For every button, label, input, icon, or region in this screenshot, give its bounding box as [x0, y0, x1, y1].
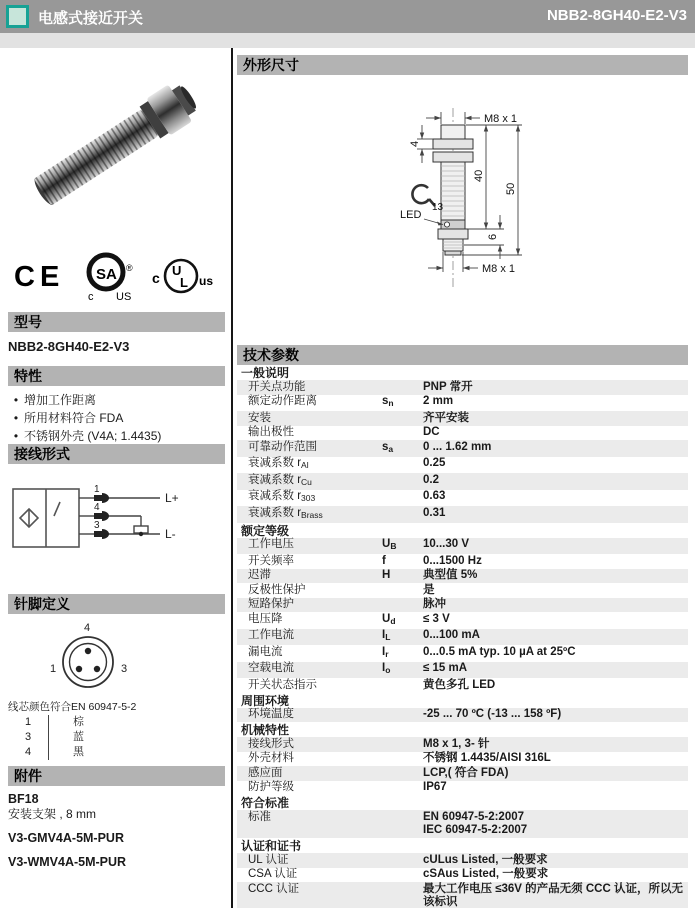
- spec-symbol: [382, 738, 423, 752]
- spec-row: [237, 766, 688, 781]
- spec-label-subscript: Al: [301, 460, 309, 470]
- spec-value: 是: [423, 583, 435, 596]
- spec-row: [237, 473, 688, 490]
- spec-symbol: [382, 598, 423, 612]
- spec-row: [237, 538, 688, 555]
- spec-row: [237, 612, 688, 629]
- spec-symbol-subscript: o: [385, 665, 391, 675]
- spec-value: 10...30 V: [423, 538, 470, 550]
- spec-value: 2 mm: [423, 395, 454, 407]
- spec-label: 接线形式: [248, 737, 294, 750]
- spec-label: 电压降: [248, 612, 283, 625]
- spec-value: -25 ... 70 ºC (-13 ... 158 ºF): [423, 708, 562, 720]
- spec-row: [237, 457, 688, 474]
- spec-label: 空载电流: [248, 662, 294, 674]
- spec-symbol-subscript: L: [385, 632, 391, 642]
- spec-symbol: [382, 490, 423, 506]
- header-bar: [0, 0, 695, 33]
- bullet-glyph: •: [13, 429, 19, 443]
- model-number: NBB2-8GH40-E2-V3: [8, 339, 130, 354]
- spec-label: 衰减系数 $r_{303}$: [248, 490, 316, 503]
- wire-table-row: [8, 730, 168, 745]
- bullet-glyph: •: [13, 393, 19, 407]
- spec-row: [237, 380, 688, 395]
- ul-l-text: L: [180, 275, 188, 290]
- page-title: 电感式接近开关: [38, 10, 144, 27]
- accessory-name: V3-WMV4A-5M-PUR: [8, 855, 127, 869]
- spec-label: 环境温度: [248, 708, 294, 720]
- feature-list: [8, 391, 225, 445]
- spec-symbol: $U_B$: [382, 538, 397, 551]
- spec-value: 0...1500 Hz: [423, 554, 482, 567]
- section-heading-specs: 技术参数: [237, 345, 688, 365]
- feature-text: 增加工作距离: [24, 393, 97, 407]
- feature-text: 不锈钢外壳 (V4A; 1.4435): [24, 429, 162, 443]
- wrench-size-label: 13: [432, 202, 444, 213]
- wire-color-name: 棕: [48, 715, 168, 730]
- ce-text: CE: [14, 261, 65, 293]
- dim-total-label: 50: [505, 182, 517, 195]
- feature-text: 所用材料符合 FDA: [24, 411, 124, 425]
- spec-symbol: $s_a$: [382, 440, 394, 454]
- spec-row: [237, 440, 688, 457]
- spec-row: [237, 752, 688, 767]
- spec-label: UL 认证: [248, 853, 289, 866]
- spec-label: 反极性保护: [248, 583, 306, 596]
- spec-symbol: $I_o$: [382, 662, 391, 675]
- section-heading-dimensions: 外形尺寸: [237, 55, 688, 75]
- spec-row: [237, 569, 688, 584]
- spec-row: [237, 629, 688, 646]
- spec-symbol: [382, 767, 423, 781]
- spec-value: 0.25: [423, 457, 446, 469]
- spec-symbol: [382, 584, 423, 598]
- spec-row: [237, 853, 688, 868]
- dim-connector-label: 6: [487, 233, 499, 240]
- product-photo: [18, 54, 213, 239]
- ul-c-text: c: [152, 270, 160, 286]
- certification-logos: [8, 248, 225, 304]
- spec-label: 额定动作距离: [248, 395, 317, 407]
- spec-label: 开关状态指示: [248, 678, 317, 691]
- wiring-diagram: [8, 482, 203, 572]
- spec-symbol: [382, 854, 423, 868]
- spec-label-subscript: Brass: [301, 509, 323, 520]
- spec-symbol: [382, 708, 423, 722]
- spec-value: M8 x 1, 3- 针: [423, 737, 490, 750]
- spec-label: 衰减系数 $r_{Al}$: [248, 457, 309, 470]
- led-label: LED: [400, 209, 422, 221]
- spec-value: 最大工作电压 ≤36V 的产品无须 CCC 认证，所以无该标识: [423, 882, 683, 908]
- spec-row: [237, 662, 688, 679]
- spec-value: ≤ 3 V: [423, 612, 450, 625]
- ul-u-text: U: [172, 263, 182, 278]
- spec-symbol: [382, 679, 423, 693]
- spec-label: 感应面: [248, 766, 283, 779]
- spec-row: [237, 645, 688, 662]
- spec-symbol: H: [382, 569, 391, 581]
- spec-section-title: 机械特性: [237, 722, 688, 737]
- spec-symbol: [382, 811, 423, 838]
- spec-value: 不锈钢 1.4435/AISI 316L: [423, 752, 551, 764]
- spec-label: 迟滞: [248, 569, 271, 581]
- spec-symbol-subscript: B: [390, 541, 397, 551]
- spec-value: 0.2: [423, 473, 439, 486]
- section-heading-features: 特性: [8, 366, 225, 386]
- spec-value: cULus Listed, 一般要求: [423, 853, 548, 866]
- spec-value: 0...100 mA: [423, 629, 480, 641]
- ce-mark-logo: [14, 256, 66, 296]
- spec-value: IP67: [423, 781, 447, 793]
- spec-symbol: [382, 883, 423, 908]
- wire-table-row: [8, 715, 168, 730]
- accessory-item: [8, 792, 225, 822]
- dim-thread-bottom-label: M8 x 1: [482, 263, 516, 275]
- spec-label: 外壳材料: [248, 752, 294, 764]
- header-model-number: NBB2-8GH40-E2-V3: [546, 7, 687, 24]
- spec-row: [237, 411, 688, 426]
- spec-label-subscript: Cu: [301, 476, 312, 487]
- spec-label: 安装: [248, 411, 271, 424]
- spec-symbol: [382, 381, 423, 395]
- wiring-pin3-label: 3: [94, 520, 100, 531]
- bullet-glyph: •: [13, 411, 19, 425]
- spec-label: 衰减系数 $r_{Cu}$: [248, 473, 312, 487]
- spec-value: 典型值 5%: [423, 569, 478, 581]
- spec-row: [237, 426, 688, 441]
- feature-item: [8, 409, 225, 427]
- dim-nut-label: 4: [409, 140, 421, 147]
- spec-label: 工作电压: [248, 538, 294, 550]
- wire-color-table: [8, 715, 168, 760]
- spec-label: 输出极性: [248, 426, 294, 438]
- csa-registered-mark: ®: [125, 263, 133, 273]
- spec-value: PNP 常开: [423, 380, 473, 393]
- wiring-lminus-label: L-: [165, 527, 176, 541]
- accessory-list: [8, 792, 225, 879]
- spec-value: 0.63: [423, 490, 446, 502]
- spec-symbol: [382, 474, 423, 490]
- spec-row: [237, 554, 688, 569]
- spec-symbol-subscript: d: [390, 615, 396, 626]
- spec-value: LCP,( 符合 FDA): [423, 766, 509, 779]
- spec-label-subscript: 303: [301, 493, 316, 503]
- spec-section-title: 一般说明: [237, 365, 688, 380]
- wiring-lplus-label: L+: [165, 491, 179, 505]
- spec-row: [237, 737, 688, 752]
- wire-color-name: 黑: [48, 745, 168, 760]
- spec-row: [237, 583, 688, 598]
- spec-row: [237, 708, 688, 723]
- led-indicator-dot: [444, 222, 449, 227]
- wiring-pin1-label: 1: [94, 484, 100, 495]
- spec-value: cSAus Listed, 一般要求: [423, 868, 549, 880]
- wire-pin-number: 3: [24, 731, 32, 743]
- spec-label: 可靠动作范围: [248, 440, 317, 453]
- spec-section-title: 符合标准: [237, 795, 688, 810]
- spec-value: 齐平安装: [423, 411, 469, 424]
- spec-symbol: [382, 507, 423, 523]
- cul-us-logo: [151, 253, 219, 299]
- spec-label: 标准: [248, 810, 271, 823]
- spec-section-title: 周围环境: [237, 693, 688, 708]
- feature-item: [8, 391, 225, 409]
- spec-symbol: $I_L$: [382, 629, 391, 642]
- spec-value: EN 60947-5-2:2007 IEC 60947-5-2:2007: [423, 810, 528, 836]
- feature-item: [8, 427, 225, 445]
- spec-label: CCC 认证: [248, 882, 300, 895]
- spec-symbol: $U_d$: [382, 612, 396, 626]
- spec-label: 衰减系数 $r_{Brass}$: [248, 506, 323, 520]
- spec-symbol: f: [382, 554, 386, 567]
- spec-row: [237, 598, 688, 613]
- csa-us-text: US: [115, 291, 131, 303]
- spec-value: 脉冲: [423, 598, 446, 610]
- dim-body-label: 40: [473, 169, 485, 182]
- spec-value: DC: [423, 426, 440, 438]
- accessory-item: [8, 855, 225, 870]
- accessory-description: 安装支架 , 8 mm: [8, 807, 97, 821]
- spec-symbol-subscript: a: [388, 443, 394, 454]
- pinout-left-label: 1: [50, 663, 57, 675]
- sensor-barrel: [28, 77, 203, 212]
- csa-sa-text: SA: [95, 266, 117, 283]
- wiring-pin4-label: 4: [94, 502, 100, 513]
- spec-symbol: $I_r$: [382, 645, 389, 659]
- spec-label: 开关点功能: [248, 380, 306, 393]
- spec-row: [237, 490, 688, 507]
- spec-value: 0...0.5 mA typ. 10 µA at 25ºC: [423, 645, 576, 658]
- spec-section-title: 额定等级: [237, 523, 688, 538]
- brand-accent-square: [6, 5, 29, 28]
- section-heading-pinout: 针脚定义: [8, 594, 225, 614]
- spec-row: [237, 506, 688, 523]
- pinout-top-label: 4: [84, 622, 91, 634]
- accessory-item: [8, 831, 225, 846]
- ul-us-text: us: [199, 274, 214, 288]
- spec-symbol: [382, 457, 423, 473]
- spec-symbol-subscript: r: [385, 648, 389, 659]
- spec-label: CSA 认证: [248, 868, 298, 880]
- spec-section-title: 认证和证书: [237, 838, 688, 853]
- wire-table-row: [8, 745, 168, 760]
- spec-label: 工作电流: [248, 629, 294, 641]
- header-sub-strip: [0, 33, 695, 48]
- spec-value: 黄色多孔 LED: [423, 678, 496, 691]
- spec-symbol: [382, 781, 423, 795]
- spec-symbol-subscript: n: [388, 398, 394, 408]
- spec-label: 漏电流: [248, 645, 283, 658]
- wire-color-name: 蓝: [48, 730, 168, 745]
- dim-thread-top-label: M8 x 1: [484, 113, 518, 125]
- spec-label: 防护等级: [248, 781, 294, 793]
- wire-pin-number: 4: [24, 746, 32, 758]
- spec-value: ≤ 15 mA: [423, 662, 468, 674]
- wire-pin-number: 1: [24, 716, 32, 728]
- spec-symbol: [382, 868, 423, 882]
- accessory-name: V3-GMV4A-5M-PUR: [8, 831, 124, 845]
- csa-c-text: c: [87, 291, 93, 303]
- column-divider: [231, 48, 233, 908]
- spec-label: 开关频率: [248, 554, 294, 567]
- spec-row: [237, 810, 688, 838]
- accessory-name: BF18: [8, 792, 39, 806]
- spec-symbol: [382, 752, 423, 766]
- spec-row: [237, 678, 688, 693]
- spec-symbol: [382, 412, 423, 426]
- spec-label: 短路保护: [248, 598, 294, 610]
- pinout-right-label: 3: [121, 663, 128, 675]
- spec-row: [237, 781, 688, 796]
- spec-symbol: [382, 426, 423, 440]
- spec-row: [237, 868, 688, 883]
- csa-logo: [78, 249, 140, 303]
- spec-row: [237, 395, 688, 412]
- section-heading-accessories: 附件: [8, 766, 225, 786]
- spec-table: [237, 365, 688, 908]
- spec-row: [237, 882, 688, 908]
- section-heading-model: 型号: [8, 312, 225, 332]
- wire-color-note: 线芯颜色符合EN 60947-5-2: [8, 701, 137, 713]
- spec-value: 0.31: [423, 506, 446, 519]
- spec-symbol: $s_n$: [382, 395, 394, 408]
- dimension-drawing: [388, 100, 638, 303]
- pinout-diagram: [28, 620, 148, 701]
- section-heading-connection: 接线形式: [8, 444, 225, 464]
- spec-value: 0 ... 1.62 mm: [423, 440, 492, 453]
